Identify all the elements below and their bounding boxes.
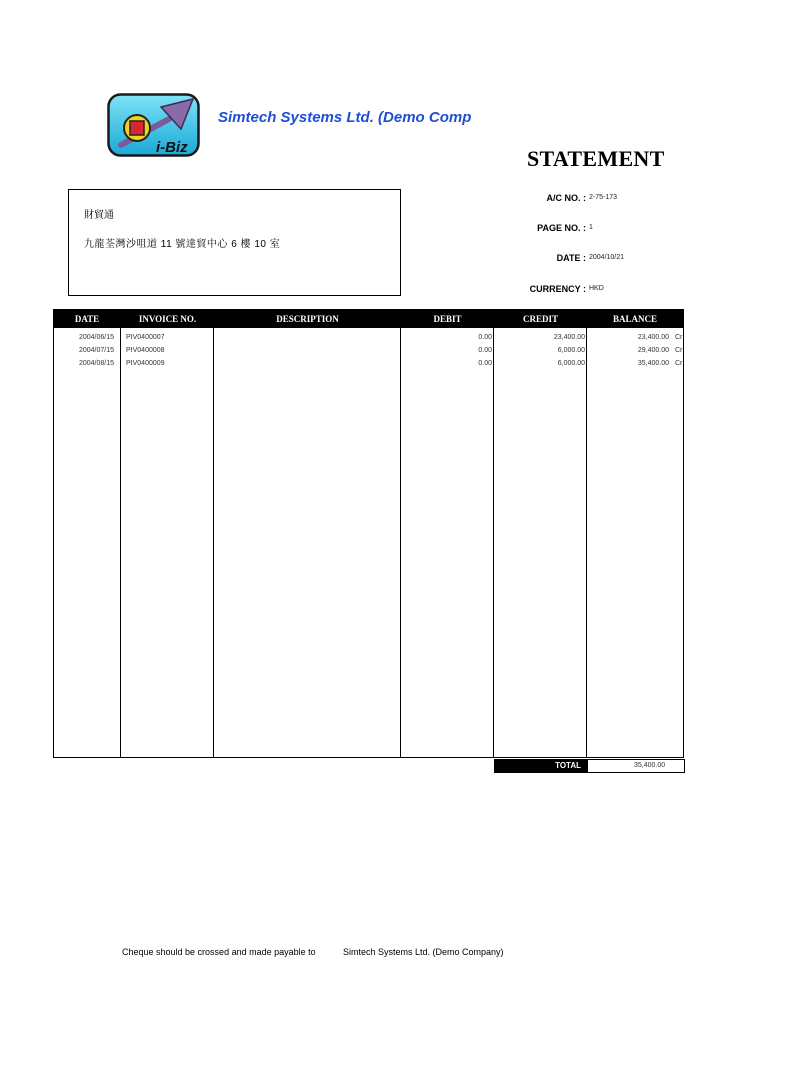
currency-value: HKD <box>589 285 604 292</box>
page-no-label: PAGE NO. : <box>537 223 586 233</box>
column-divider <box>586 310 587 757</box>
company-logo <box>107 93 200 157</box>
page-no-value: 1 <box>589 224 593 231</box>
column-divider <box>213 310 214 757</box>
table-row <box>54 357 683 370</box>
cell-invoice: PIV0400009 <box>126 360 165 367</box>
total-value-box <box>587 759 685 773</box>
column-header-date: DATE <box>74 314 100 324</box>
document-title: STATEMENT <box>527 146 665 171</box>
cell-balance: 35,400.00 <box>637 360 669 367</box>
cell-credit: 6,000.00 <box>557 360 585 367</box>
currency-label: CURRENCY : <box>529 284 586 294</box>
statement-table <box>53 309 684 758</box>
cell-date: 2004/06/15 <box>78 334 114 341</box>
column-divider <box>120 310 121 757</box>
cell-credit: 6,000.00 <box>557 347 585 354</box>
cell-balance: 23,400.00 <box>637 334 669 341</box>
cell-credit: 23,400.00 <box>553 334 585 341</box>
ac-no-label: A/C NO. : <box>546 193 586 203</box>
cell-invoice: PIV0400007 <box>126 334 165 341</box>
cell-debit: 0.00 <box>478 360 492 367</box>
cell-date: 2004/07/15 <box>78 347 114 354</box>
total-label: TOTAL <box>494 759 587 773</box>
company-name: Simtech Systems Ltd. (Demo Comp <box>218 109 472 126</box>
column-header-credit: CREDIT <box>522 314 558 324</box>
payee-name: Simtech Systems Ltd. (Demo Company) <box>343 947 504 957</box>
payment-instruction: Cheque should be crossed and made payable to <box>122 947 316 957</box>
customer-address: 九龍荃灣沙咀道 11 號達貿中心 6 樓 10 室 <box>84 239 281 250</box>
column-header-debit: DEBIT <box>433 314 462 324</box>
cell-debit: 0.00 <box>478 334 492 341</box>
ac-no-value: 2-75-173 <box>589 194 618 201</box>
table-header <box>54 310 683 328</box>
column-header-invoice: INVOICE NO. <box>138 314 197 324</box>
column-divider <box>493 310 494 757</box>
cell-balance: 29,400.00 <box>637 347 669 354</box>
cell-dc: Cr <box>675 347 683 354</box>
total-value: 35,400.00 <box>634 762 666 769</box>
logo-text: i-Biz <box>156 139 188 156</box>
date-value: 2004/10/21 <box>589 254 625 261</box>
cell-dc: Cr <box>675 360 683 367</box>
cell-dc: Cr <box>675 334 683 341</box>
column-header-balance: BALANCE <box>612 314 657 324</box>
cell-invoice: PIV0400008 <box>126 347 165 354</box>
customer-address-box <box>68 189 401 296</box>
date-label: DATE : <box>556 253 586 263</box>
column-header-description: DESCRIPTION <box>276 314 339 324</box>
cell-date: 2004/08/15 <box>78 360 114 367</box>
cell-debit: 0.00 <box>478 347 492 354</box>
column-divider <box>400 310 401 757</box>
table-row <box>54 344 683 357</box>
customer-name: 財貿通 <box>84 210 114 221</box>
table-row <box>54 331 683 344</box>
